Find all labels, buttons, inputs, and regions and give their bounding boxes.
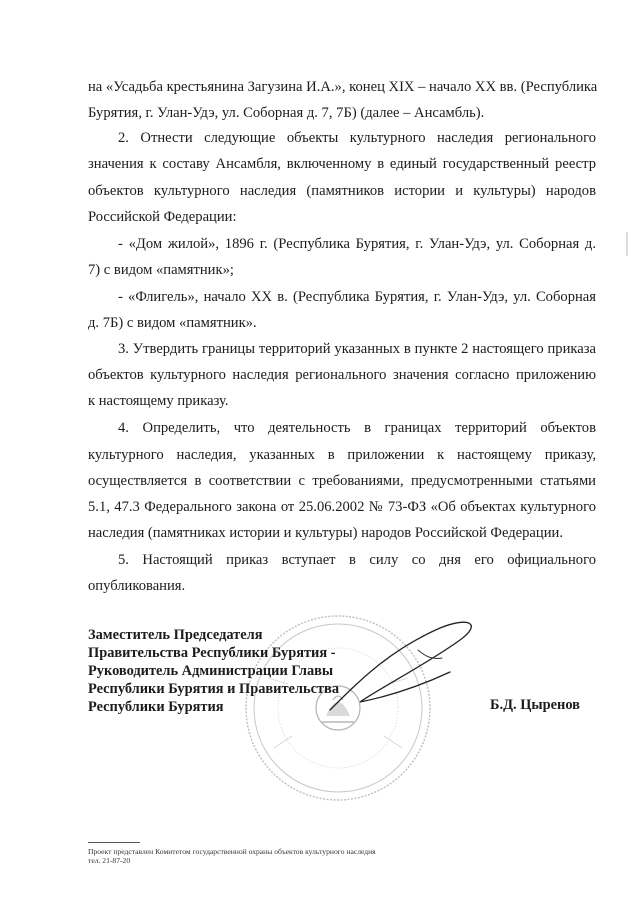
text-line-18: наследия (памятниках истории и культуры) народов Российской Федерации. <box>88 525 563 541</box>
footer-line-2: тел. 21-87-20 <box>88 856 131 865</box>
text-line-12: объектов культурного наследия регионального значения согласно приложению <box>88 367 596 383</box>
text-line-1: на «Усадьба крестьянина Загузина И.А.», конец XIX – начало XX вв. (Республика <box>88 79 598 95</box>
text-line-3: 2. Отнести следующие объекты культурного наследия регионального <box>118 130 596 146</box>
signatory-title-line-2: Правительства Республики Бурятия - <box>88 645 336 661</box>
text-line-15: культурного наследия, указанных в приложении к настоящему приказу, <box>88 447 596 463</box>
margin-mark <box>624 232 630 256</box>
text-line-9: - «Флигель», начало XX в. (Республика Бурятия, г. Улан-Удэ, ул. Соборная <box>118 289 596 305</box>
signatory-title-line-1: Заместитель Председателя <box>88 627 263 643</box>
text-line-19: 5. Настоящий приказ вступает в силу со дня его официального <box>118 552 596 568</box>
text-line-6: Российской Федерации: <box>88 209 237 225</box>
text-line-17: 5.1, 47.3 Федерального закона от 25.06.2002 № 73-ФЗ «Об объектах культурного <box>88 499 596 515</box>
signatory-title-line-3: Руководитель Администрации Главы <box>88 663 334 679</box>
text-line-10: д. 7Б) с видом «памятник». <box>88 315 257 331</box>
text-line-14: 4. Определить, что деятельность в границах территорий объектов <box>118 420 596 436</box>
text-line-16: осуществляется в соответствии с требованиями, предусмотренными статьями <box>88 473 596 489</box>
text-line-11: 3. Утвердить границы территорий указанных в пункте 2 настоящего приказа <box>118 341 596 357</box>
text-line-4: значения к составу Ансамбля, включенному в единый государственный реестр <box>88 156 596 172</box>
signatory-title-line-4: Республики Бурятия и Правительства <box>88 681 340 697</box>
signatory-name: Б.Д. Цыренов <box>490 697 580 713</box>
text-line-7: - «Дом жилой», 1896 г. (Республика Бурятия, г. Улан-Удэ, ул. Соборная д. <box>118 236 596 252</box>
footer-rule <box>88 842 140 843</box>
text-line-5: объектов культурного наследия (памятников истории и культуры) народов <box>88 183 596 199</box>
text-line-2: Бурятия, г. Улан-Удэ, ул. Соборная д. 7, 7Б) (далее – Ансамбль). <box>88 105 485 121</box>
footer-line-1: Проект представлен Комитетом государственной охраны объектов культурного наследия <box>88 847 376 856</box>
text-line-20: опубликования. <box>88 578 186 594</box>
text-line-8: 7) с видом «памятник»; <box>88 262 234 278</box>
signatory-title-line-5: Республики Бурятия <box>88 699 224 715</box>
text-line-13: к настоящему приказу. <box>88 393 229 409</box>
